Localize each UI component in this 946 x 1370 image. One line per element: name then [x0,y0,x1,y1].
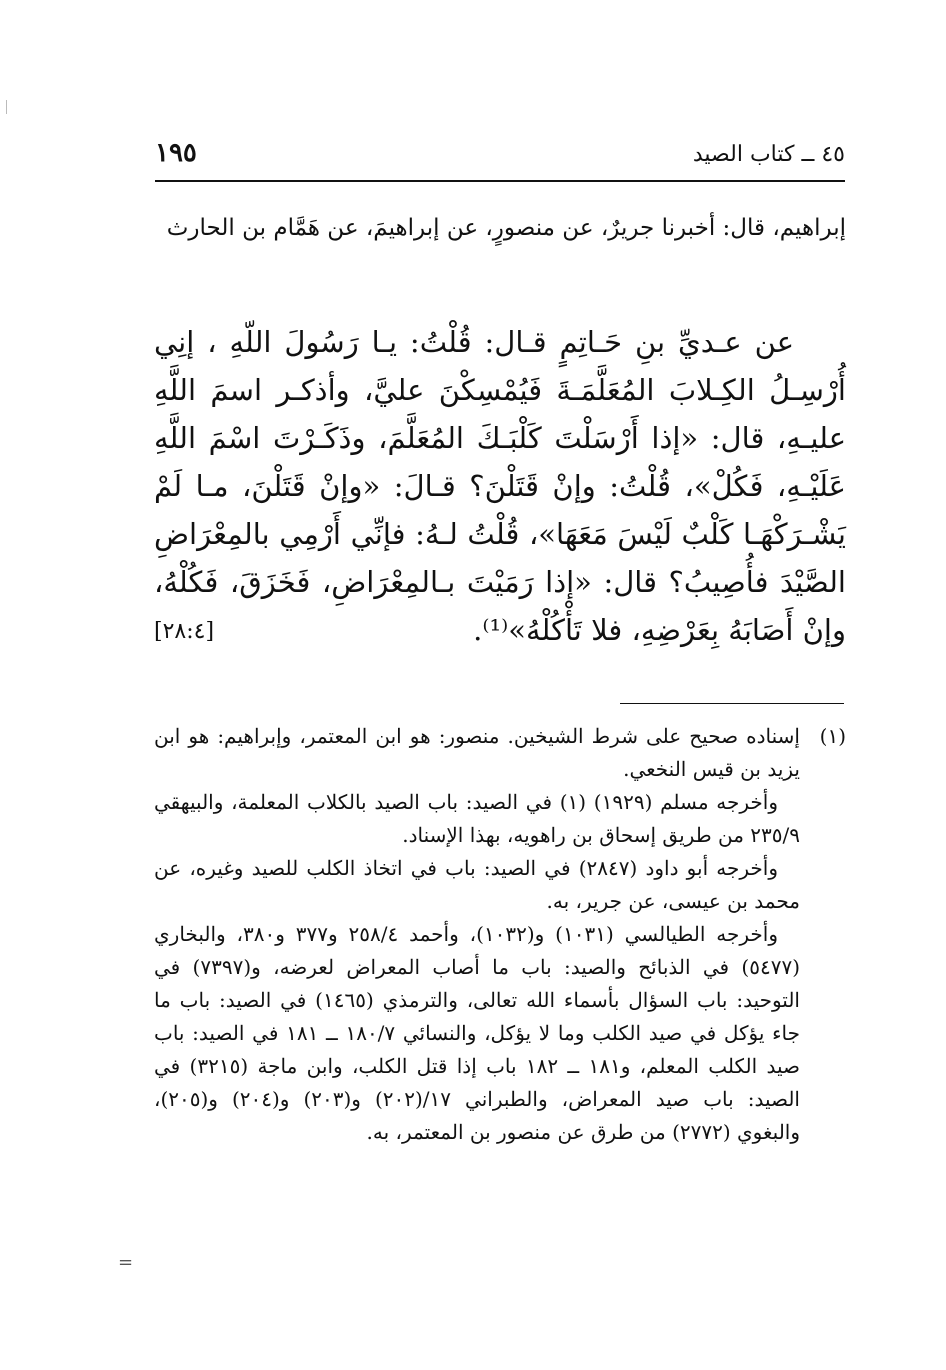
isnad-text: إبراهيم، قال: أخبرنا جريرٌ، عن منصورٍ، عن إبراهيمَ، عن هَمَّام بن الحارث [166,215,846,241]
footnote-marker: (١) [819,724,846,748]
footnote-paragraph: وأخرجه مسلم (١٩٢٩) (١) في الصيد: باب الصيد بالكلاب المعلمة، والبيهقي ٢٣٥/٩ من طريق إسحاق بن راهويه، بهذا الإسناد. [154,790,800,847]
footnote-paragraph: وأخرجه أبو داود (٢٨٤٧) في الصيد: باب في اتخاذ الكلب للصيد وغيره، عن محمد بن عيسى، عن جرير، به. [154,856,800,913]
hadith-body: الكِـلابَ المُعَلَّمَـةَ فَيُمْسِكْنَ عليَّ، وأذكـر اسمَ اللَّهِ عليـهِ، قال: «إذا أَرْسَلْتَ كَلْبَـكَ المُعَلَّمَ، وذَكَـرْتَ اسْمَ اللَّهِ عَلَيْـهِ، فَكُلْ»، قُلْتُ: وإنْ قَتَلْنَ؟ قـالَ: «وإنْ قَتَلْنَ، مـا لَمْ يَشْـرَكْهَـا كَلْبٌ لَيْسَ مَعَهَا»، قُلْتُ لـهُ: فإنِّي أَرْمِي بالمِعْرَاضِ الصَّيْدَ فأُصِيبُ؟ قال: «إذا رَمَيْتَ بـالمِعْرَاضِ، فَخَزَقَ، فَكُلْهُ، وإنْ أَصَابَهُ بِعَرْضِهِ، فلا تَأْكُلْهُ»⁽¹⁾. [154,373,846,647]
footnote-paragraph [154,720,846,786]
margin-mark: = [118,1252,134,1273]
header-rule [155,180,845,182]
chapter-title: ٤٥ ــ كتاب الصيد [692,142,845,167]
footnote-rule [620,703,844,704]
footnote-paragraph: وأخرجه الطيالسي (١٠٣١) و(١٠٣٢)، وأحمد ٢٥٨/٤ و٣٧٧ و٣٨٠، والبخاري (٥٤٧٧) في الذبائح والصيد: باب ما أصاب المعراض لعرضه، و(٧٣٩٧) في التوحيد: باب السؤال بأسماء الله تعالى، والترمذي (١٤٦٥) في الصيد: باب ما جاء يؤكل في صيد الكلب وما لا يؤكل، والنسائي ١٨٠/٧ ــ ١٨١ في الصيد: باب صيد الكلب المعلم، و١٨١ ــ ١٨٢ باب إذا قتل الكلب، وابن ماجة (٣٢١٥) في الصيد: باب صيد المعراض، والطبراني ١٧/(٢٠٢) و(٢٠٣) و(٢٠٤) و(٢٠٥)، والبغوي (٢٧٧٢) من طرق عن منصور بن المعتمر، به. [154,922,801,1144]
hadith-text [154,318,846,656]
scan-artifact [6,100,7,114]
footnotes [154,720,846,1149]
hadith-opening: عن عـديِّ بنِ حَـاتِمٍ قـال: قُلْتُ: يـا رَسُولَ اللّهِ ، إنِي أُرْسِـلُ [154,325,846,407]
footnote-text: إسناده صحيح على شرط الشيخين. منصور: هو ابن المعتمر، وإبراهيم: هو ابن يزيد بن قيس النخعي. [154,724,800,781]
page-number: ١٩٥ [155,138,197,168]
hadith-reference: [٢٨:٤] [154,619,215,644]
running-header [155,138,845,178]
